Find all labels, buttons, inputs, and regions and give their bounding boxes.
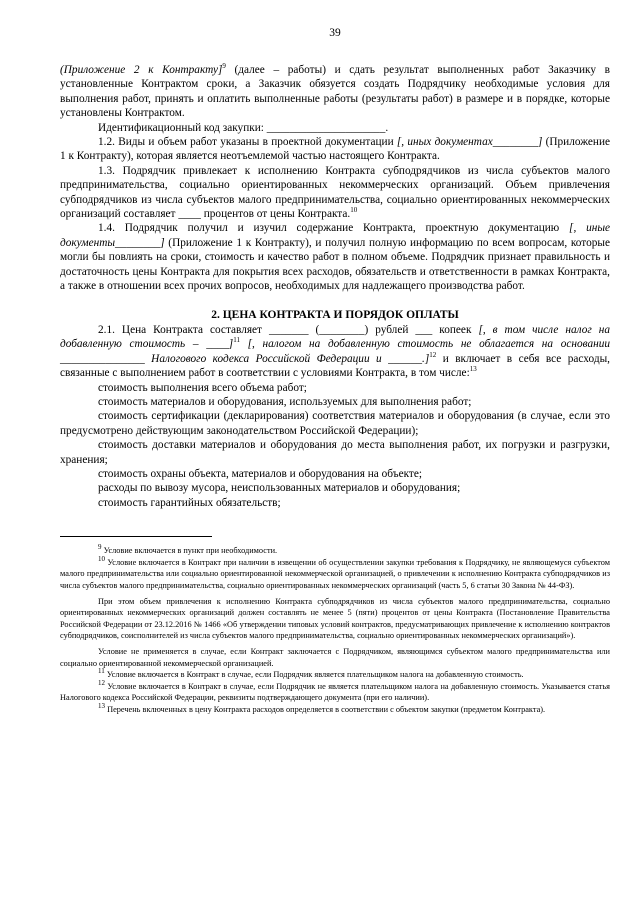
footnote-12-text: Условие включается в Контракт в случае, если Подрядчик не является плательщиком налога на добавленную стоимость. Указывается статья Налогового кодекса Российской Федерации, реквизиты подтверждающего документа (при его наличии). [60,681,610,703]
cost-item: стоимость доставки материалов и оборудования до места выполнения работ, их погрузки и разгрузки, хранения; [60,439,610,466]
footnote-10-paragraph-2: При этом объем привлечения к исполнению Контракта субподрядчиков из числа субъектов малого предпринимательства, социально ориентированных некоммерческих организаций должен составлять не менее 5 (пяти) процентов от цены Контракта (Постановление Правительства Российской Федерации от 23.12.2016 № 1466 «Об утверждении типовых условий контрактов, предусматривающих привлечение к исполнению контрактов субподрядчиков, соисполнителей из числа субъектов малого предпринимательства, социально ориентированных некоммерческих организаций»). [60,596,610,641]
clause-1-3-text: 1.3. Подрядчик привлекает к исполнению Контракта субподрядчиков из числа субъектов малого предпринимательства, социально ориентированных некоммерческих организаций. Объем привлечения субподрядчиков из числа субъектов малого предпринимательства, социально ориентированных некоммерческих организаций составляет ____ процентов от цены Контракта. [60,164,610,221]
footnote-12 [60,678,610,704]
clause-2-1 [60,323,610,381]
clause-1-3 [60,164,610,222]
footnote-10-text: Условие включается в Контракт при наличии в извещении об осуществлении закупки требования к Подрядчику, не являющемуся субъектом малого предпринимательства или социально ориентированной некоммерческой организацией, о привлечении к исполнению Контракта субподрядчиков из числа субъектов малого предпринимательства, социально ориентированных некоммерческих организаций (часть 5, 6 статьи 30 Закона № 44-ФЗ). [60,557,610,590]
footnote-13-text: Перечень включенных в цену Контракта расходов определяется в соответствии с объектом закупки (предметом Контракта). [105,704,546,714]
clause-1-4-italic: [, иные документы________] [60,222,610,249]
cost-item: стоимость гарантийных обязательств; [98,496,281,509]
footnote-ref-10: 10 [350,206,358,215]
cost-item: стоимость сертификации (декларирования) соответствия материалов и оборудования (в случае, если это предусмотрено действующим законодательством Российской Федерации); [60,410,610,437]
main-text [60,63,610,510]
footnote-13 [60,704,610,716]
clause-2-1-text-a: 2.1. Цена Контракта составляет _______ (________) рублей ___ копеек [98,323,479,336]
clause-1-2-italic: [, иных документах________] [396,136,543,149]
footnote-11 [60,669,610,681]
clause-1-4-text-c: (Приложение 1 к Контракту), и получил полную информацию по всем вопросам, которые могли бы повлиять на сроки, стоимость и качество работ в полном объеме. Подрядчик признает правильность и достаточность цены Контракта для покрытия всех расходов, обязательств и ответственности в рамках Контракта, а также в отношении всех прочих вопросов, необходимых для надлежащего производства работ. [60,236,610,293]
footnote-ref-12: 12 [429,350,437,359]
footnote-12-number: 12 [98,678,105,687]
appendix-reference: (Приложение 2 к Контракту] [60,64,223,76]
footnote-11-text: Условие включается в Контракт в случае, если Подрядчик является плательщиком налога на добавленную стоимость. [104,670,524,680]
clause-2-1-text-d: и включает в себя все расходы, связанные с выполнением работ в соответствии с условиями Контракта, в том числе: [60,352,610,380]
section-2-heading: 2. ЦЕНА КОНТРАКТА И ПОРЯДОК ОПЛАТЫ [211,308,459,321]
page-number: 39 [329,27,341,39]
clause-2-1-vat-italic: [, в том числе налог на добавленную стоимость – ____] [60,323,610,351]
cost-item: стоимость охраны объекта, материалов и оборудования на объекте; [98,467,423,480]
document-page [60,26,610,716]
cost-item: стоимость материалов и оборудования, используемых для выполнения работ; [98,395,472,408]
footnote-10-number: 10 [98,555,105,564]
clause-1-2-text-c: (Приложение 1 к Контракту), которая является неотъемлемой частью настоящего Контракта. [60,136,611,163]
footnote-10-paragraph-3: Условие не применяется в случае, если Контракт заключается с Подрядчиком, являющимся субъектом малого предпринимательства или социально ориентированной некоммерческой организацией. [60,646,610,668]
clause-1-2 [60,135,610,164]
intro-paragraph [60,63,610,121]
clause-1-4-text-a: 1.4. Подрядчик получил и изучил содержание Контракта, проектную документацию [98,222,570,235]
purchase-code-line: Идентификационный код закупки: _____________________. [98,121,389,134]
footnote-9-number: 9 [98,543,102,552]
clause-2-1-novat-italic: [, налогом на добавленную стоимость не облагается на основании _______________ Налогового кодекса Российской Федерации и ______.] [60,338,611,365]
footnotes [60,545,610,715]
intro-text: (далее – работы) и сдать результат выполненных работ Заказчику в установленные Контрактом сроки, а Заказчик обязуется создать Подрядчику необходимые условия для выполнения работ, принять и оплатить выполненные работы (результаты работ) в размере и в порядке, которые установлены Контрактом. [60,64,610,120]
clause-1-2-text-a: 1.2. Виды и объем работ указаны в проектной документации [98,136,397,149]
cost-item: расходы по вывозу мусора, неиспользованных материалов и оборудования; [98,482,461,495]
footnote-ref-11: 11 [233,336,240,345]
footnote-ref-9: 9 [222,62,226,71]
footnote-11-number: 11 [98,667,105,676]
cost-item: стоимость выполнения всего объема работ; [98,381,307,394]
footnote-separator [60,536,212,537]
footnote-ref-13: 13 [469,365,477,374]
footnote-13-number: 13 [98,702,105,711]
footnote-10 [60,557,610,592]
footnote-9-text: Условие включается в пункт при необходимости. [101,546,278,556]
footnote-9 [60,545,610,557]
clause-1-4 [60,221,610,293]
